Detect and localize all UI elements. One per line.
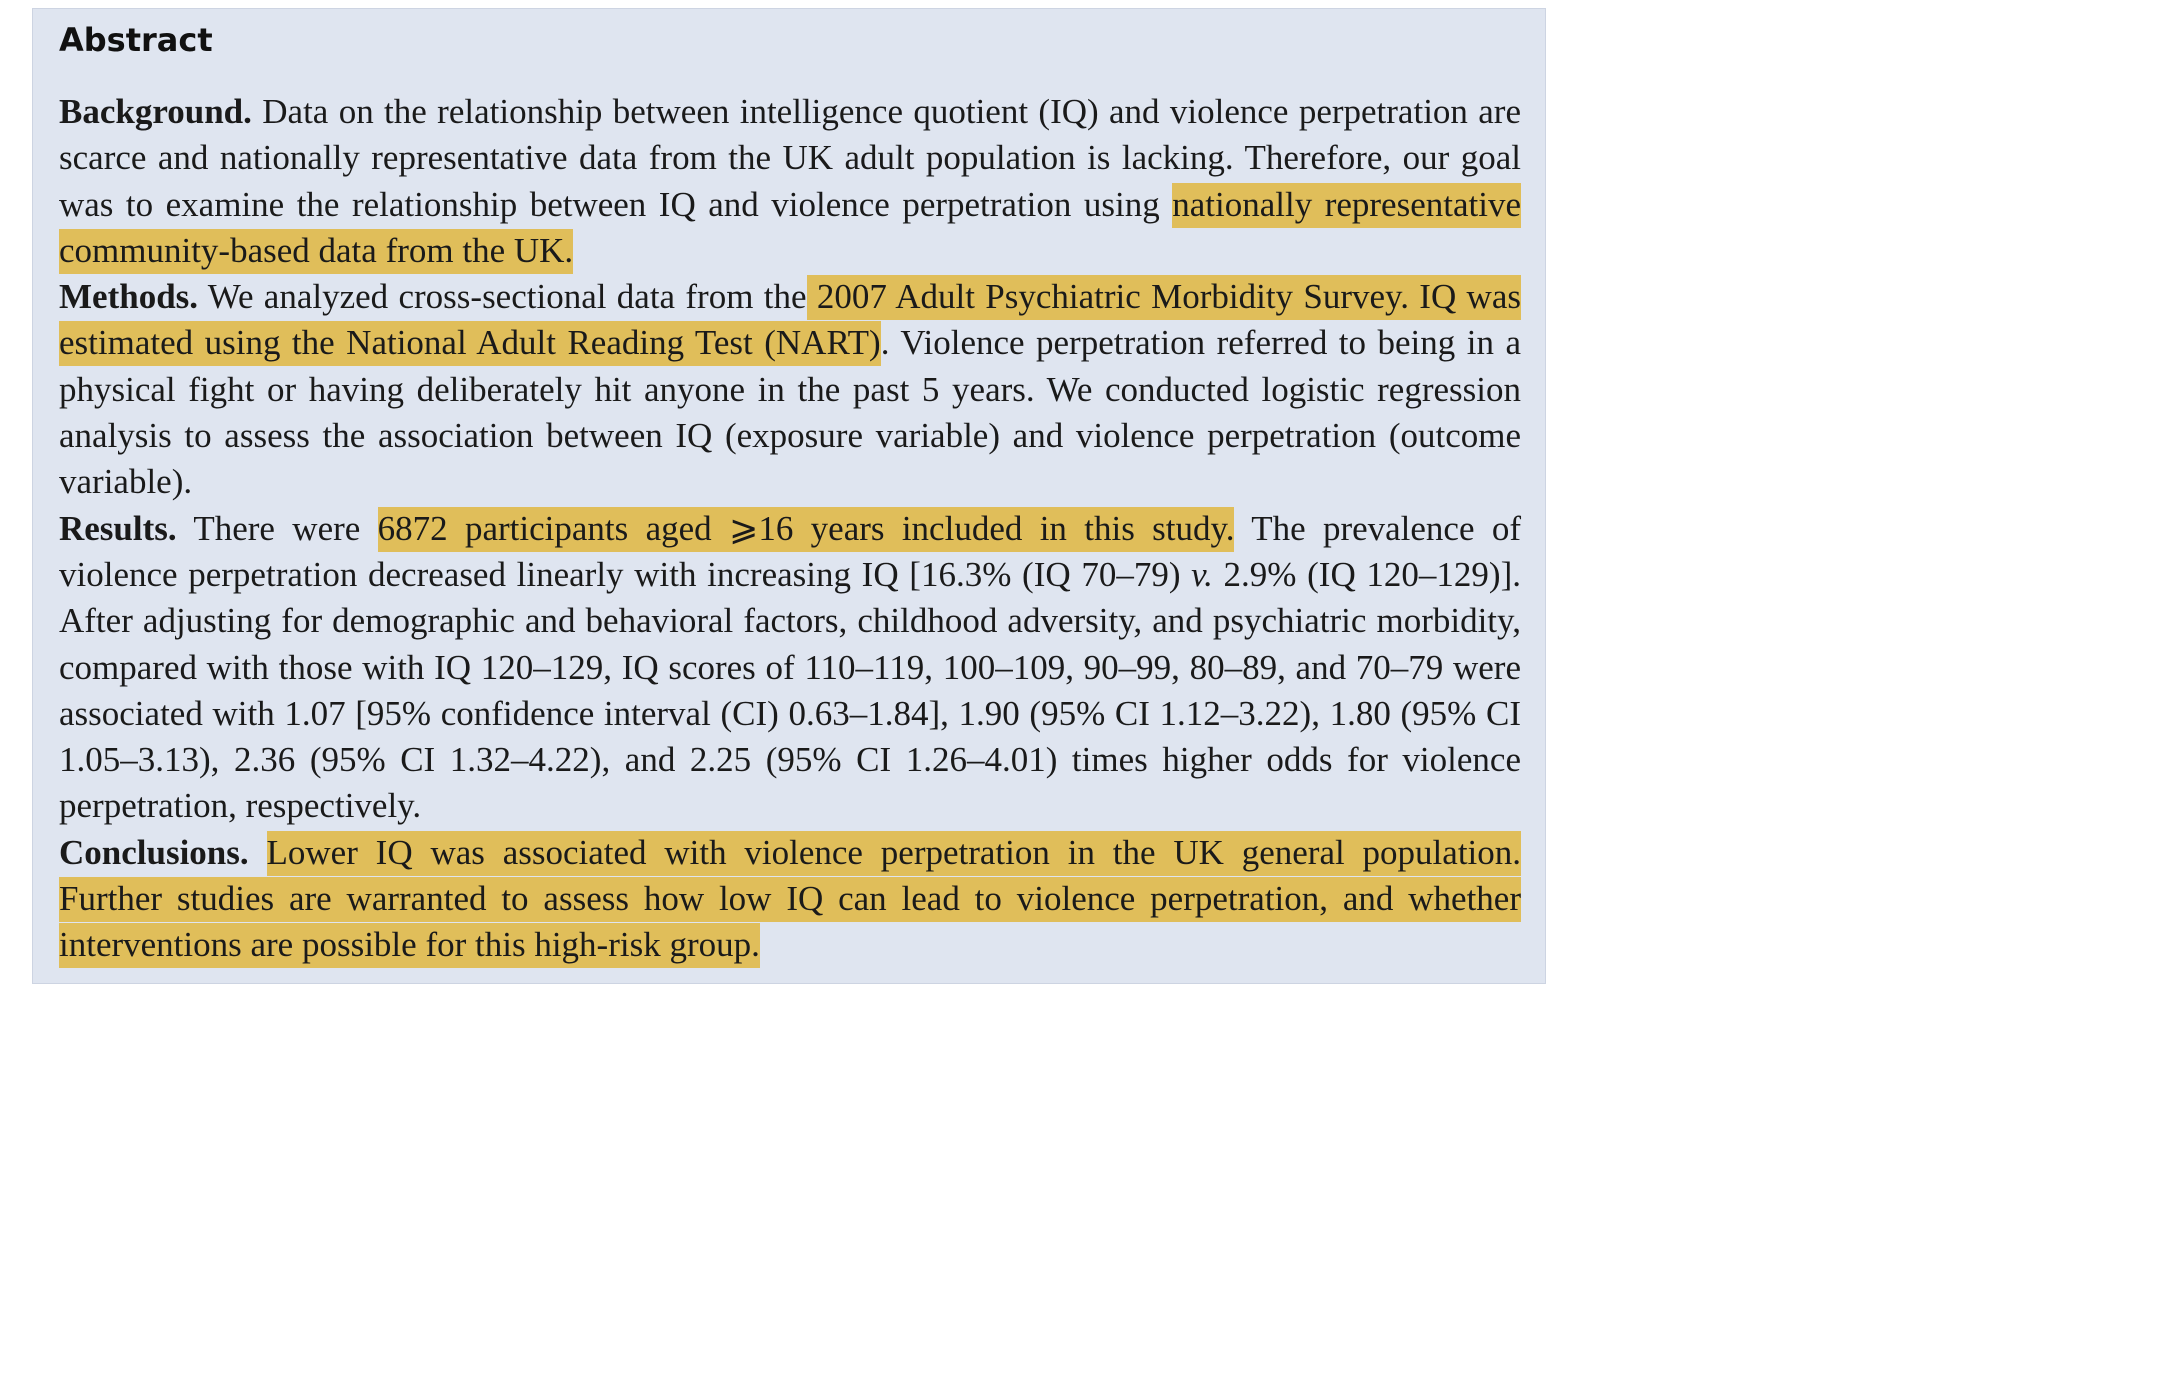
- results-highlight: 6872 participants aged ⩾16 years included in this study.: [378, 507, 1235, 552]
- methods-label: Methods.: [59, 277, 199, 317]
- abstract-heading: Abstract: [59, 21, 213, 59]
- methods-text-2: . Violence perpetration referred to being in a physical fight or having deliberately hit anyone in the past 5 years. We conducted logistic regression analysis to assess the association between IQ (exposure variable) and violence perpetration (outcome variable).: [59, 323, 1521, 502]
- conclusions-paragraph: [59, 830, 1521, 969]
- background-highlight: nationally representative community-based data from the UK.: [59, 183, 1521, 274]
- abstract-body: [59, 89, 1521, 969]
- results-label: Results.: [59, 508, 177, 548]
- methods-text-1: We analyzed cross-sectional data from the: [198, 277, 807, 317]
- background-paragraph: [59, 89, 1521, 274]
- methods-highlight: 2007 Adult Psychiatric Morbidity Survey. IQ was estimated using the National Adult Reading Test (NART): [59, 275, 1521, 366]
- abstract-box: [32, 8, 1546, 984]
- conclusions-label: Conclusions.: [59, 832, 249, 872]
- results-text-1: There were: [176, 508, 378, 548]
- results-text-3: 2.9% (IQ 120–129)]. After adjusting for demographic and behavioral factors, childhood adversity, and psychiatric morbidity, compared with those with IQ 120–129, IQ scores of 110–119, 100–109, 90–99, 80–89, and 70–79 were associated with 1.07 [95% confidence interval (CI) 0.63–1.84], 1.90 (95% CI 1.12–3.22), 1.80 (95% CI 1.05–3.13), 2.36 (95% CI 1.32–4.22), and 2.25 (95% CI 1.26–4.01) times higher odds for violence perpetration, respectively.: [59, 554, 1521, 826]
- conclusions-highlight: Lower IQ was associated with violence perpetration in the UK general population. Further studies are warranted to assess how low IQ can lead to violence perpetration, and whether interventions are possible for this high-risk group.: [59, 831, 1521, 969]
- background-text: Data on the relationship between intelligence quotient (IQ) and violence perpetration are scarce and nationally representative data from the UK adult population is lacking. Therefore, our goal was to examine the relationship between IQ and violence perpetration using: [59, 92, 1521, 224]
- results-italic-versus: v.: [1191, 554, 1213, 594]
- methods-paragraph: [59, 274, 1521, 505]
- conclusions-text: [249, 833, 267, 872]
- results-text-2: The prevalence of violence perpetration decreased linearly with increasing IQ [16.3% (IQ 70–79): [59, 508, 1521, 594]
- background-label: Background.: [59, 92, 252, 131]
- results-paragraph: [59, 506, 1521, 830]
